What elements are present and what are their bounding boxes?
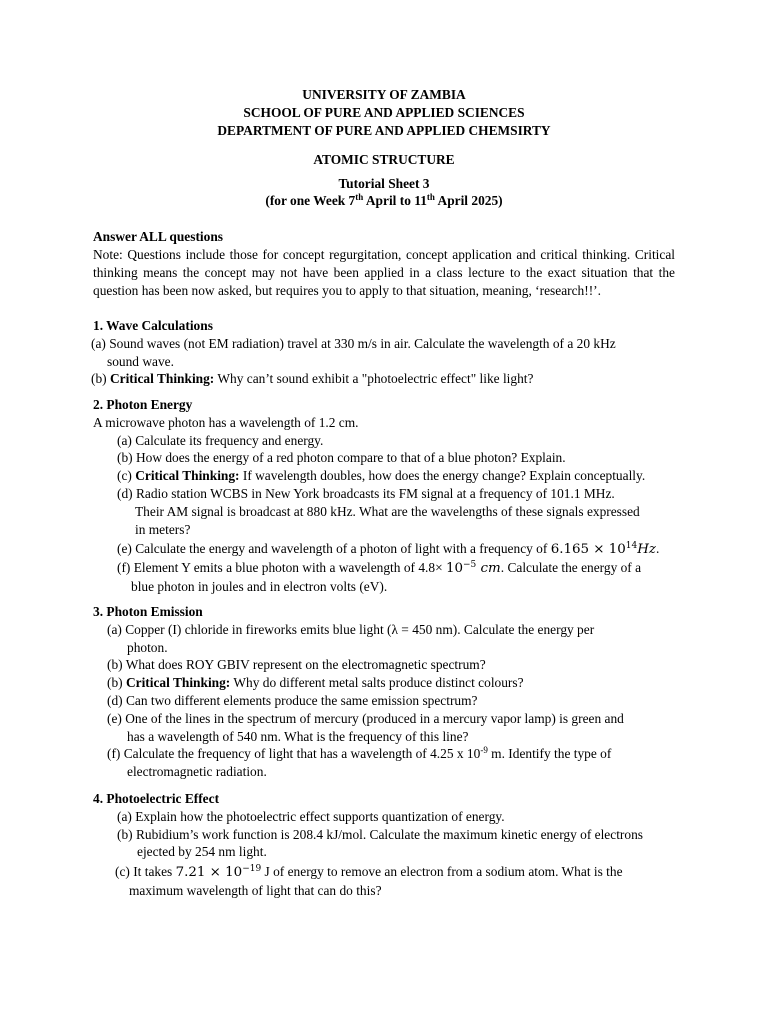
instructions-note: Note: Questions include those for concept regurgitation, concept application and critical thinking. Critical thinking means the concept may not have been applied in a class lecture to the exact situation that the question has been now asked, but requires you to apply to that situation, meaning, ‘research!!’. [93, 247, 675, 298]
question-3c: (b) Critical Thinking: Why do different metal salts produce distinct colours? [107, 675, 524, 691]
question-4b: (b) Rubidium’s work function is 208.4 kJ/mol. Calculate the maximum kinetic energy of electrons ejected by 254 nm light. [117, 826, 643, 860]
question-2f: (f) Element Y emits a blue photon with a wavelength of $4.8\times 10^{-5}$ cm. Calculate the energy of a blue photon in joules and in electron volts (eV). [117, 560, 642, 594]
section-title: 2. Photon Energy [93, 397, 193, 412]
question-3e: (e) One of the lines in the spectrum of mercury (produced in a mercury vapor lamp) is green and has a wavelength of 540 nm. What is the frequency of this line? [107, 710, 624, 744]
section-title: 1. Wave Calculations [93, 318, 213, 333]
question-1b: (b) Critical Thinking: Why can’t sound exhibit a "photoelectric effect" like light? [91, 371, 534, 387]
section-photoelectric-effect [93, 790, 675, 900]
sheet-title: Tutorial Sheet 3 [338, 176, 430, 191]
section-photon-emission [93, 603, 675, 781]
question-1a: (a) Sound waves (not EM radiation) travel at 330 m/s in air. Calculate the wavelength of a 20 kHz sound wave. [91, 335, 616, 369]
question-2d: (d) Radio station WCBS in New York broadcasts its FM signal at a frequency of 101.1 MHz. Their AM signal is broadcast at 880 kHz. What are the wavelengths of these signals expressed in meters? [117, 485, 640, 537]
question-2b: (b) How does the energy of a red photon compare to that of a blue photon? Explain. [117, 450, 566, 466]
section-intro: A microwave photon has a wavelength of 1.2 cm. [93, 414, 359, 430]
instructions-heading: Answer ALL questions [93, 229, 223, 244]
section-title: 3. Photon Emission [93, 604, 203, 619]
question-2e: (e) Calculate the energy and wavelength of a photon of light with a frequency of $6.165 \times 10^{14}Hz$. [117, 541, 660, 558]
question-3a: (a) Copper (I) chloride in fireworks emits blue light (λ = 450 nm). Calculate the energy per photon. [107, 621, 595, 655]
university-name: UNIVERSITY OF ZAMBIA [302, 87, 466, 102]
question-2c: (c) Critical Thinking: If wavelength doubles, how does the energy change? Explain conceptually. [117, 468, 646, 484]
question-4c: (c) It takes $7.21 \times 10^{-19}$ J of energy to remove an electron from a sodium atom. What is the maximum wavelength of light that can do this? [115, 864, 623, 898]
question-3b: (b) What does ROY GBIV represent on the electromagnetic spectrum? [107, 657, 486, 673]
course-title: ATOMIC STRUCTURE [313, 152, 455, 167]
section-wave-calculations [93, 317, 675, 388]
section-title: 4. Photoelectric Effect [93, 791, 220, 806]
department-name: DEPARTMENT OF PURE AND APPLIED CHEMSIRTY [217, 123, 551, 138]
question-3f: (f) Calculate the frequency of light that has a wavelength of 4.25 x $10^{-9}$ m. Identify the type of electromagnetic radiation. [107, 745, 612, 780]
question-4a: (a) Explain how the photoelectric effect supports quantization of energy. [117, 808, 505, 824]
sheet-period: (for one Week 7th April to 11th April 2025) [265, 192, 503, 208]
section-photon-energy [93, 396, 675, 596]
question-2a: (a) Calculate its frequency and energy. [117, 432, 324, 448]
question-3d: (d) Can two different elements produce the same emission spectrum? [107, 692, 478, 708]
school-name: SCHOOL OF PURE AND APPLIED SCIENCES [243, 105, 525, 120]
